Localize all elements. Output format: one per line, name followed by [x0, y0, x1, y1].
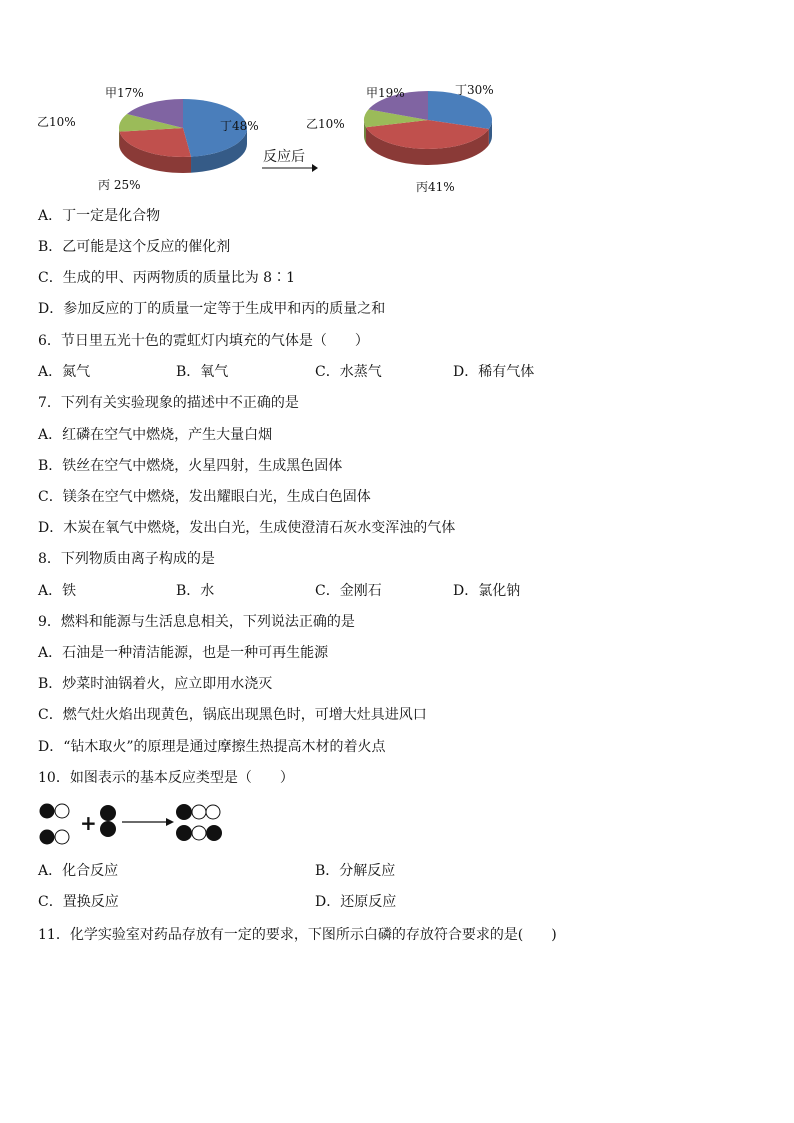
q10-stem: 10．如图表示的基本反应类型是（ ）	[38, 770, 294, 786]
q6-option-a: A．氮气	[38, 364, 91, 380]
q6-option-c: C．水蒸气	[315, 364, 382, 380]
q6-option-b: B．氧气	[176, 364, 229, 380]
q8-option-a: A．铁	[38, 583, 77, 599]
q9-option-a: A．石油是一种清洁能源，也是一种可再生能源	[38, 645, 329, 661]
pie1-label-bing: 丙 25%	[98, 178, 141, 192]
q10-option-d: D．还原反应	[315, 894, 397, 910]
q6-stem: 6．节日里五光十色的霓虹灯内填充的气体是（ ）	[38, 333, 369, 349]
q10-option-b: B．分解反应	[315, 863, 396, 879]
pie2-label-bing: 丙41%	[416, 180, 455, 194]
q7-option-b: B．铁丝在空气中燃烧，火星四射，生成黑色固体	[38, 458, 343, 474]
q7-option-a: A．红磷在空气中燃烧，产生大量白烟	[38, 427, 273, 443]
pie1-label-yi: 乙10%	[37, 115, 76, 129]
q7-option-c: C．镁条在空气中燃烧，发出耀眼白光，生成白色固体	[38, 489, 371, 505]
pie1-label-jia: 甲17%	[105, 86, 144, 100]
pie2-slices	[364, 91, 492, 165]
pie1-slices	[119, 99, 247, 173]
q6-option-d: D．稀有气体	[453, 364, 535, 380]
q10-option-c: C．置换反应	[38, 894, 119, 910]
q8-stem: 8．下列物质由离子构成的是	[38, 551, 215, 567]
reaction-arrow-label: 反应后	[263, 149, 305, 165]
q8-option-c: C．金刚石	[315, 583, 382, 599]
q8-option-b: B．水	[176, 583, 215, 599]
q11-stem: 11．化学实验室对药品存放有一定的要求，下图所示白磷的存放符合要求的是( )	[38, 927, 557, 943]
q9-option-b: B．炒菜时油锅着火，应立即用水浇灭	[38, 676, 273, 692]
q10-option-a: A．化合反应	[38, 863, 119, 879]
q7-option-d: D．木炭在氧气中燃烧，发出白光，生成使澄清石灰水变浑浊的气体	[38, 520, 456, 536]
q5-option-c: C．生成的甲、丙两物质的质量比为 8∶1	[38, 270, 295, 286]
q7-stem: 7．下列有关实验现象的描述中不正确的是	[38, 395, 299, 411]
pie2-label-ding: 丁30%	[455, 83, 494, 97]
q9-stem: 9．燃料和能源与生活息息相关，下列说法正确的是	[38, 614, 355, 630]
q8-option-d: D．氯化钠	[453, 583, 521, 599]
pie1-label-ding: 丁48%	[220, 119, 259, 133]
q5-option-d: D．参加反应的丁的质量一定等于生成甲和丙的质量之和	[38, 301, 386, 317]
pie2-label-yi: 乙10%	[306, 117, 345, 131]
pie2-label-jia: 甲19%	[366, 86, 405, 100]
q5-option-b: B．乙可能是这个反应的催化剂	[38, 239, 231, 255]
svg-text:+: +	[80, 811, 97, 835]
q9-option-d: D．“钻木取火”的原理是通过摩擦生热提高木材的着火点	[38, 739, 386, 755]
molecule-reaction-diagram	[38, 800, 238, 850]
q9-option-c: C．燃气灶火焰出现黄色，锅底出现黑色时，可增大灶具进风口	[38, 707, 427, 723]
pie-chart-after	[300, 80, 520, 195]
q5-option-a: A．丁一定是化合物	[38, 208, 161, 224]
